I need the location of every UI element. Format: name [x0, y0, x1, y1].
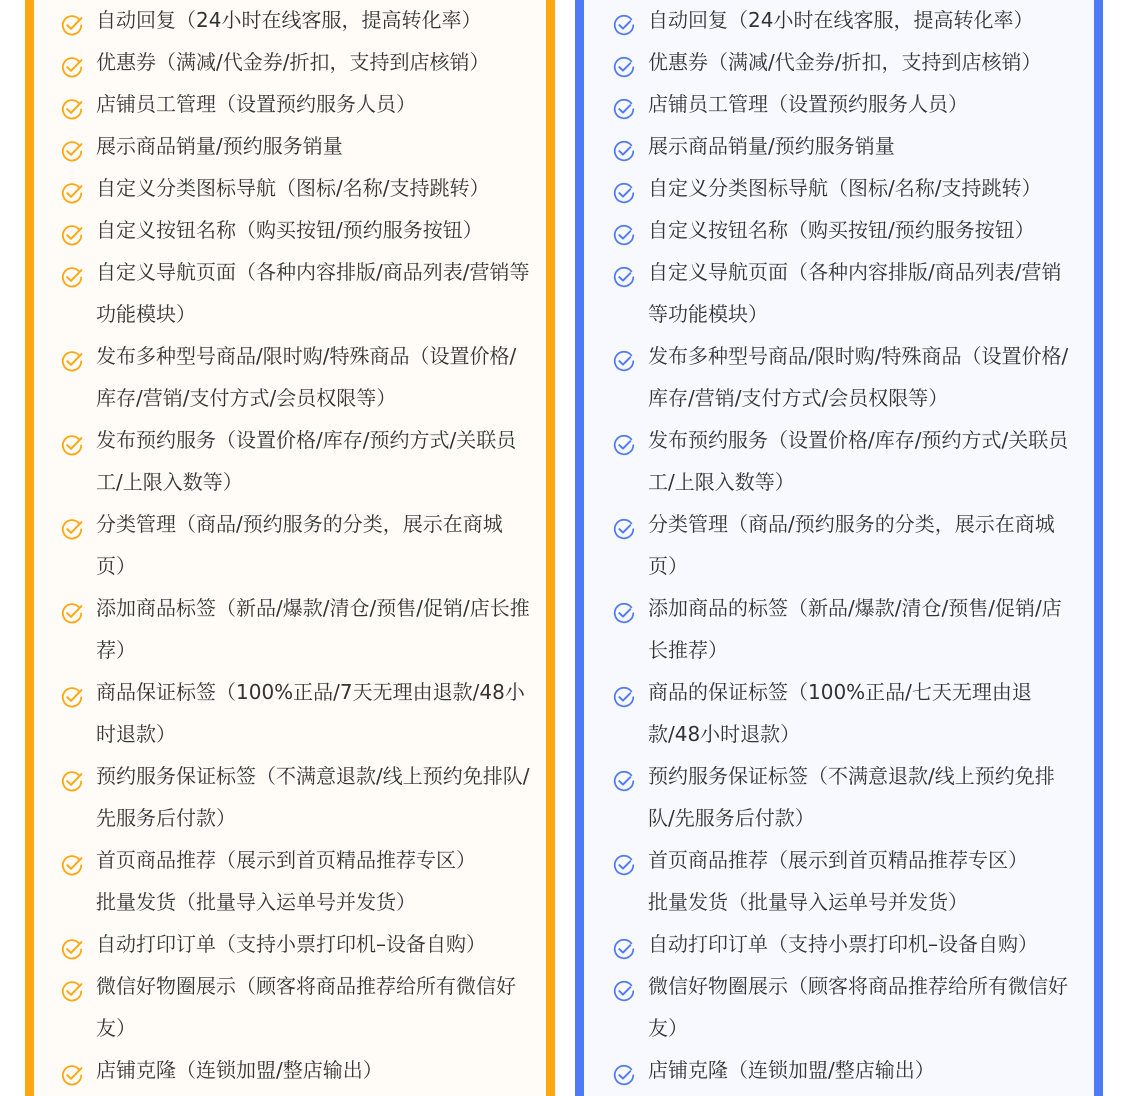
check-circle-icon — [60, 849, 84, 873]
check-circle-icon — [60, 177, 84, 201]
feature-item — [612, 503, 1092, 587]
feature-text: 分类管理（商品/预约服务的分类，展示在商城页） — [96, 512, 503, 578]
right-feature-list — [612, 0, 1092, 1091]
feature-item — [60, 167, 532, 209]
feature-text: 自定义导航页面（各种内容排版/商品列表/营销等功能模块） — [648, 260, 1062, 326]
feature-item — [60, 209, 532, 251]
feature-item — [60, 881, 532, 923]
feature-text: 预约服务保证标签（不满意退款/线上预约免排队/先服务后付款） — [648, 764, 1055, 830]
feature-text: 店铺员工管理（设置预约服务人员） — [96, 92, 416, 116]
feature-text: 店铺员工管理（设置预约服务人员） — [648, 92, 968, 116]
feature-text: 优惠券（满减/代金券/折扣，支持到店核销） — [648, 50, 1042, 74]
check-circle-icon — [612, 933, 636, 957]
check-circle-icon — [60, 513, 84, 537]
feature-item — [60, 503, 532, 587]
feature-text: 批量发货（批量导入运单号并发货） — [96, 890, 416, 914]
feature-text: 发布多种型号商品/限时购/特殊商品（设置价格/库存/营销/支付方式/会员权限等） — [648, 344, 1069, 410]
feature-item — [612, 755, 1092, 839]
check-circle-icon — [612, 93, 636, 117]
feature-item — [612, 0, 1092, 41]
feature-item — [612, 209, 1092, 251]
feature-text: 自定义导航页面（各种内容排版/商品列表/营销等功能模块） — [96, 260, 530, 326]
feature-item — [612, 335, 1092, 419]
feature-text: 展示商品销量/预约服务销量 — [648, 134, 895, 158]
check-circle-icon — [612, 219, 636, 243]
check-circle-icon — [60, 933, 84, 957]
feature-text: 首页商品推荐（展示到首页精品推荐专区） — [648, 848, 1028, 872]
feature-item — [60, 923, 532, 965]
check-circle-icon — [60, 429, 84, 453]
left-feature-list — [60, 0, 532, 1091]
feature-item — [612, 125, 1092, 167]
feature-text: 分类管理（商品/预约服务的分类，展示在商城页） — [648, 512, 1055, 578]
feature-item — [60, 83, 532, 125]
feature-text: 发布多种型号商品/限时购/特殊商品（设置价格/库存/营销/支付方式/会员权限等） — [96, 344, 517, 410]
feature-item — [612, 839, 1092, 881]
feature-text: 发布预约服务（设置价格/库存/预约方式/关联员工/上限入数等） — [648, 428, 1069, 494]
feature-text: 自定义按钮名称（购买按钮/预约服务按钮） — [96, 218, 483, 242]
right-plan-panel — [575, 0, 1103, 1096]
feature-text: 优惠券（满减/代金券/折扣，支持到店核销） — [96, 50, 490, 74]
check-circle-icon — [60, 219, 84, 243]
feature-item — [60, 965, 532, 1049]
check-circle-icon — [612, 975, 636, 999]
feature-text: 自动回复（24小时在线客服，提高转化率） — [648, 8, 1034, 32]
check-circle-icon — [60, 51, 84, 75]
check-circle-icon — [612, 345, 636, 369]
feature-text: 添加商品标签（新品/爆款/清仓/预售/促销/店长推荐） — [96, 596, 530, 662]
feature-item — [60, 335, 532, 419]
feature-text: 自定义分类图标导航（图标/名称/支持跳转） — [96, 176, 490, 200]
feature-text: 预约服务保证标签（不满意退款/线上预约免排队/先服务后付款） — [96, 764, 530, 830]
feature-item — [60, 419, 532, 503]
feature-item — [60, 671, 532, 755]
check-circle-icon — [612, 429, 636, 453]
feature-text: 自动打印订单（支持小票打印机–设备自购） — [648, 932, 1038, 956]
feature-item — [60, 1049, 532, 1091]
check-circle-icon — [612, 513, 636, 537]
feature-item — [612, 167, 1092, 209]
feature-item — [612, 671, 1092, 755]
feature-text: 微信好物圈展示（顾客将商品推荐给所有微信好友） — [648, 974, 1068, 1040]
check-circle-icon — [60, 261, 84, 285]
feature-item — [60, 587, 532, 671]
feature-text: 发布预约服务（设置价格/库存/预约方式/关联员工/上限入数等） — [96, 428, 517, 494]
feature-item — [612, 923, 1092, 965]
feature-text: 商品保证标签（100%正品/7天无理由退款/48小时退款） — [96, 680, 525, 746]
feature-item — [612, 587, 1092, 671]
check-circle-icon — [612, 849, 636, 873]
check-circle-icon — [60, 93, 84, 117]
check-circle-icon — [60, 135, 84, 159]
check-circle-icon — [612, 1059, 636, 1083]
feature-text: 店铺克隆（连锁加盟/整店输出） — [648, 1058, 935, 1082]
feature-item — [612, 881, 1092, 923]
check-circle-icon — [60, 345, 84, 369]
check-circle-icon — [60, 975, 84, 999]
feature-item — [612, 251, 1092, 335]
check-circle-icon — [60, 1059, 84, 1083]
feature-text: 店铺克隆（连锁加盟/整店输出） — [96, 1058, 383, 1082]
feature-text: 首页商品推荐（展示到首页精品推荐专区） — [96, 848, 476, 872]
feature-item — [612, 41, 1092, 83]
feature-text: 自定义按钮名称（购买按钮/预约服务按钮） — [648, 218, 1035, 242]
check-circle-icon — [60, 681, 84, 705]
check-circle-icon — [612, 9, 636, 33]
feature-text: 商品的保证标签（100%正品/七天无理由退款/48小时退款） — [648, 680, 1032, 746]
feature-text: 添加商品的标签（新品/爆款/清仓/预售/促销/店长推荐） — [648, 596, 1062, 662]
check-circle-icon — [60, 9, 84, 33]
check-circle-icon — [612, 765, 636, 789]
feature-item — [60, 0, 532, 41]
feature-item — [612, 1049, 1092, 1091]
check-circle-icon — [612, 681, 636, 705]
feature-text: 自定义分类图标导航（图标/名称/支持跳转） — [648, 176, 1042, 200]
feature-text: 自动打印订单（支持小票打印机–设备自购） — [96, 932, 486, 956]
feature-item — [60, 125, 532, 167]
check-circle-icon — [60, 765, 84, 789]
check-circle-icon — [612, 51, 636, 75]
check-circle-icon — [612, 597, 636, 621]
feature-item — [60, 839, 532, 881]
feature-item — [612, 83, 1092, 125]
feature-item — [60, 41, 532, 83]
feature-item — [60, 755, 532, 839]
feature-text: 展示商品销量/预约服务销量 — [96, 134, 343, 158]
check-circle-icon — [612, 177, 636, 201]
feature-text: 自动回复（24小时在线客服，提高转化率） — [96, 8, 482, 32]
feature-item — [60, 251, 532, 335]
check-circle-icon — [612, 261, 636, 285]
feature-item — [612, 965, 1092, 1049]
feature-text: 微信好物圈展示（顾客将商品推荐给所有微信好友） — [96, 974, 516, 1040]
check-circle-icon — [60, 597, 84, 621]
feature-item — [612, 419, 1092, 503]
feature-text: 批量发货（批量导入运单号并发货） — [648, 890, 968, 914]
left-plan-panel — [25, 0, 555, 1096]
check-circle-icon — [612, 135, 636, 159]
